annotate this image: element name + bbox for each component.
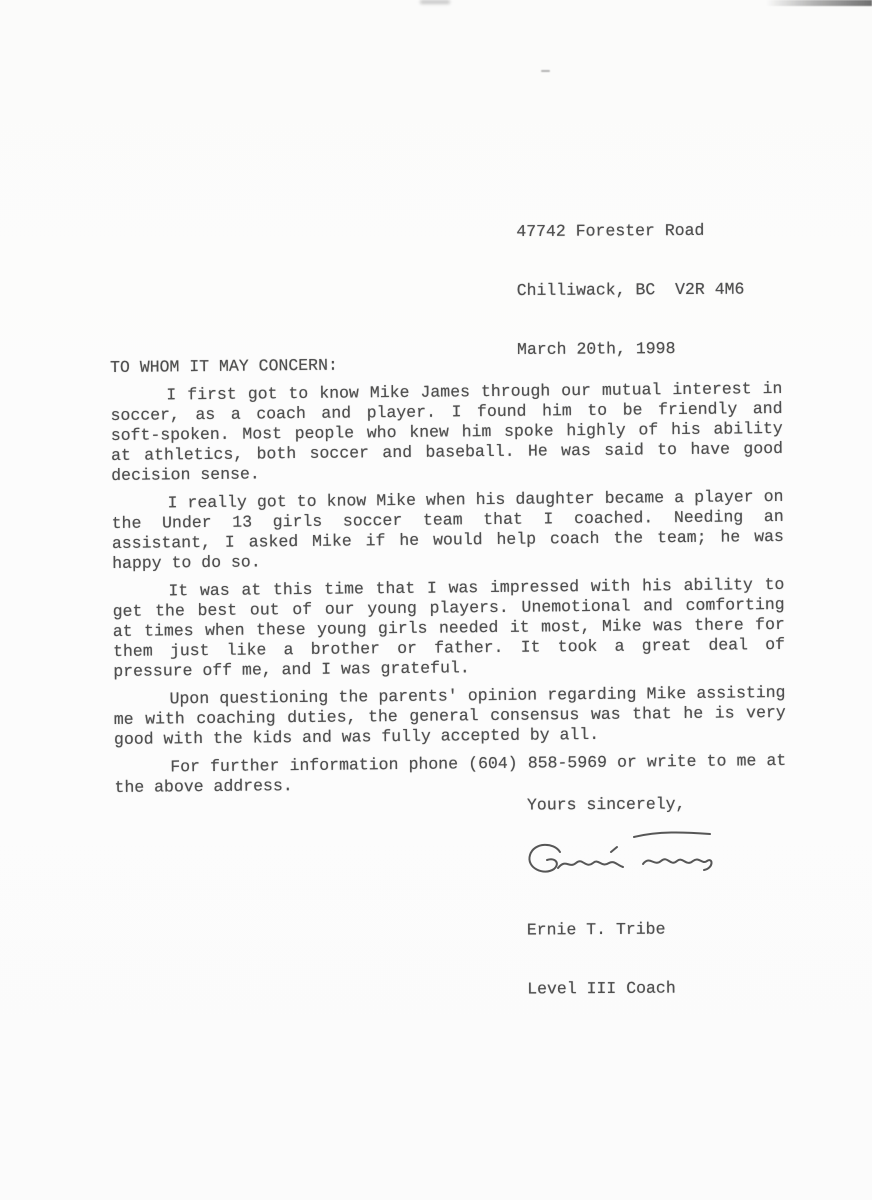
paragraph-line: the Under 13 girls soccer team that I coached. Needing an — [111, 506, 784, 533]
signature-ink-strokes — [516, 822, 726, 882]
paragraph-line: soccer, as a coach and player. I found him to be friendly and — [110, 398, 783, 425]
paragraph-line: Upon questioning the parents' opinion regarding Mike assisting — [169, 682, 786, 709]
paragraph-line: happy to do so. — [112, 552, 261, 573]
paragraph-line: good with the kids and was fully accepted by all. — [113, 724, 600, 749]
paragraph-line: pressure off me, and I was grateful. — [113, 658, 470, 681]
paragraph-3 — [112, 575, 785, 682]
paragraph-1 — [110, 379, 783, 486]
paragraph-line: at athletics, both soccer and baseball. He was said to have good — [110, 438, 784, 465]
scan-smudge-artifact — [420, 0, 450, 4]
address-city-line: Chilliwack, BC V2R 4M6 — [516, 279, 745, 300]
paragraph-line: at times when these young girls needed it most, Mike was there for — [112, 614, 785, 641]
paragraph-line: I first got to know Mike James through our mutual interest in — [166, 378, 783, 405]
paragraph-line: soft-spoken. Most people who knew him spoke highly of his ability — [110, 418, 783, 445]
signer-title: Level III Coach — [527, 978, 676, 999]
scan-dash-artifact — [541, 70, 550, 72]
signer-name: Ernie T. Tribe — [526, 919, 666, 940]
paragraph-line: the above address. — [114, 776, 293, 797]
handwritten-signature — [516, 822, 726, 882]
letter-body — [110, 351, 787, 798]
paragraph-line: For further information phone (604) 858-5969 or write to me at — [170, 750, 787, 777]
address-street: 47742 Forester Road — [516, 220, 705, 241]
paragraph-4 — [113, 683, 786, 750]
paragraph-2 — [111, 487, 784, 574]
paragraph-line: It was at this time that I was impressed with his ability to — [168, 574, 785, 601]
paragraph-line: decision sense. — [111, 464, 260, 485]
paragraph-line: assistant, I asked Mike if he would help coach the team; he was — [111, 526, 785, 553]
paragraph-5 — [114, 751, 786, 798]
paragraph-line: them just like a brother or father. It took a great deal of — [112, 634, 786, 661]
closing-line: Yours sincerely, — [526, 794, 686, 815]
paragraph-line: me with coaching duties, the general consensus was that he is very — [113, 702, 786, 729]
paragraph-line: I really got to know Mike when his daughter became a player on — [167, 486, 784, 513]
scan-corner-shadow-artifact — [766, 0, 872, 6]
signer-block — [527, 880, 676, 1039]
paragraph-line: get the best out of our young players. Unemotional and comforting — [112, 594, 785, 621]
letter-date: March 20th, 1998 — [516, 339, 676, 359]
salutation: TO WHOM IT MAY CONCERN: — [110, 355, 338, 377]
